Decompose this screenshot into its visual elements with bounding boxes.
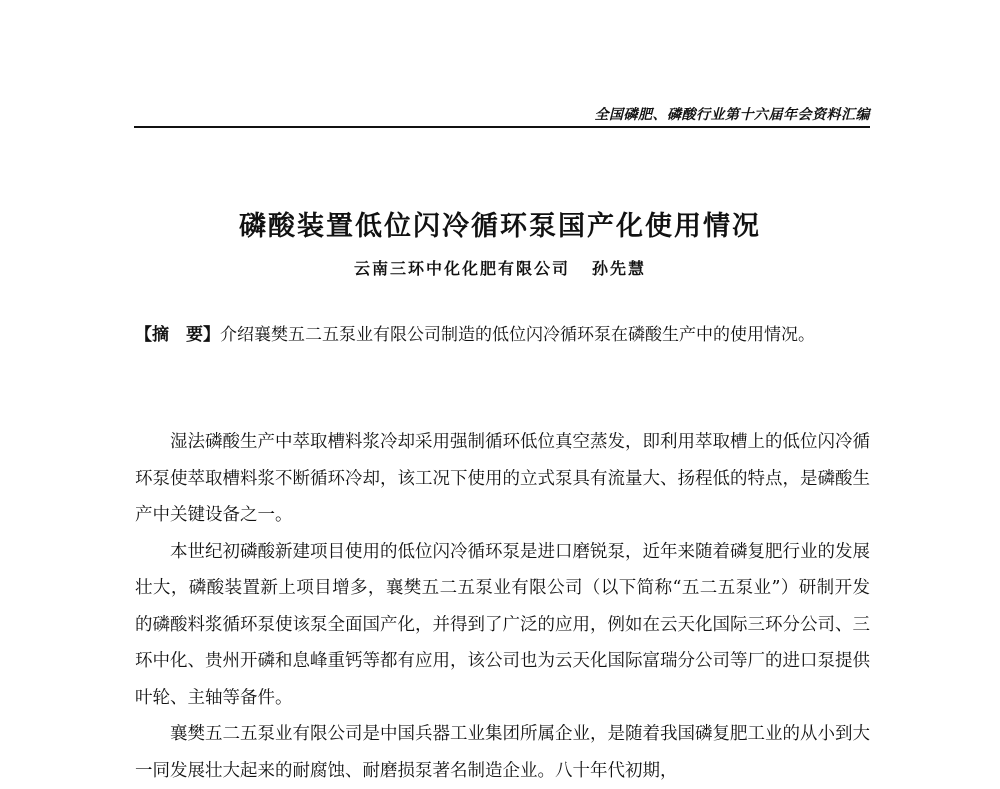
header-rule (134, 126, 870, 128)
byline (0, 256, 1000, 279)
abstract-label: 【摘 要】 (135, 325, 220, 345)
author-name: 孙先慧 (592, 259, 647, 278)
paragraph: 湿法磷酸生产中萃取槽料浆冷却采用强制循环低位真空蒸发，即利用萃取槽上的低位闪冷循环泵使萃取槽料浆不断循环冷却，该工况下使用的立式泵具有流量大、扬程低的特点，是磷酸生产中关键设备之一。 (135, 432, 870, 525)
abstract (135, 318, 870, 352)
running-head: 全国磷肥、磷酸行业第十六届年会资料汇编 (594, 107, 870, 123)
body-text (135, 424, 870, 789)
author-affiliation: 云南三环中化化肥有限公司 (353, 259, 570, 278)
abstract-text: 介绍襄樊五二五泵业有限公司制造的低位闪冷循环泵在磷酸生产中的使用情况。 (220, 325, 815, 345)
paragraph: 本世纪初磷酸新建项目使用的低位闪冷循环泵是进口磨锐泵，近年来随着磷复肥行业的发展壮大，磷酸装置新上项目增多，襄樊五二五泵业有限公司（以下简称“五二五泵业”）研制开发的磷酸料浆循环泵使该泵全面国产化，并得到了广泛的应用，例如在云天化国际三环分公司、三环中化、贵州开磷和息峰重钙等都有应用，该公司也为云天化国际富瑞分公司等厂的进口泵提供叶轮、主轴等备件。 (135, 541, 870, 708)
paper-title: 磷酸装置低位闪冷循环泵国产化使用情况 (239, 211, 761, 242)
paragraph: 襄樊五二五泵业有限公司是中国兵器工业集团所属企业，是随着我国磷复肥工业的从小到大一同发展壮大起来的耐腐蚀、耐磨损泵著名制造企业。八十年代初期， (135, 724, 870, 781)
